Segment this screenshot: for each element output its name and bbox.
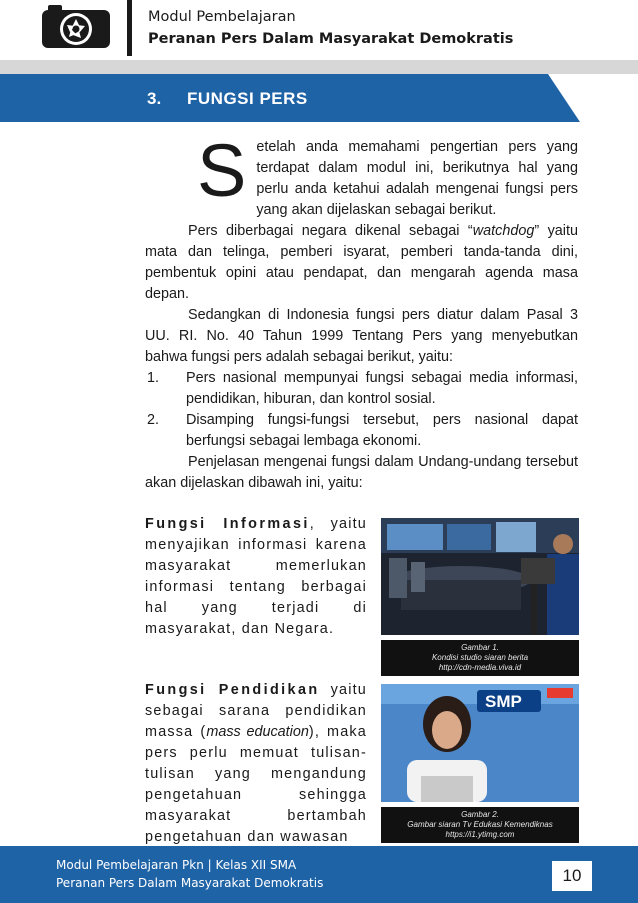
header-gray-band — [0, 60, 638, 74]
fungsi-pendidikan-text-b: ), maka pers perlu memuat tulisan-tulisan yang mengandung pengetahuan sehingga masyarakat bertambah pengetahuan dan wawasan — [145, 724, 367, 845]
fungsi-pendidikan-block — [145, 680, 367, 848]
fungsi-informasi-text: , yaitu menyajikan informasi karena masyarakat memerlukan informasi tentang berbagai hal yang terjadi di masyarakat, dan Negara. — [145, 516, 367, 637]
list-number: 1. — [147, 370, 160, 386]
figure-1-source: http://cdn-media.viva.id — [438, 663, 522, 672]
mass-education-term: mass education — [206, 724, 309, 740]
list-item — [145, 410, 578, 452]
watchdog-term: watchdog — [472, 223, 535, 239]
footer-course: Modul Pembelajaran Pkn | Kelas XII SMA — [56, 858, 297, 872]
figure-2-title: Gambar 2. — [461, 810, 499, 819]
fungsi-informasi-term: Fungsi Informasi — [145, 516, 310, 532]
list-item — [145, 368, 578, 410]
body-text — [145, 129, 578, 494]
intro-paragraph — [145, 129, 578, 221]
figure-2 — [381, 684, 579, 843]
figure-2-source: https://i1.ytimg.com — [445, 830, 515, 839]
header-module-title: Modul Pembelajaran — [148, 9, 296, 25]
figure-2-desc: Gambar siaran Tv Edukasi Kemendiknas — [407, 820, 553, 829]
law-paragraph: Sedangkan di Indonesia fungsi pers diatur dalam Pasal 3 UU. RI. No. 40 Tahun 1999 Tentang Pers yang menyebutkan bahwa fungsi pers adalah sebagai berikut, yaitu: — [145, 307, 578, 365]
section-title: FUNGSI PERS — [187, 89, 308, 108]
list-text: Disamping fungsi-fungsi tersebut, pers nasional dapat berfungsi sebagai lembaga ekonomi. — [186, 412, 578, 449]
footer-module-title: Peranan Pers Dalam Masyarakat Demokratis — [56, 876, 324, 890]
list-number: 2. — [147, 412, 160, 428]
header-module-subtitle: Peranan Pers Dalam Masyarakat Demokratis — [148, 31, 514, 47]
tv-edukasi-photo — [381, 684, 579, 802]
header-divider — [127, 0, 132, 56]
fungsi-pendidikan-text-a: yaitu sebagai sarana pendidikan massa ( — [145, 682, 367, 740]
figure-2-caption — [381, 807, 579, 843]
explanation-paragraph: Penjelasan mengenai fungsi dalam Undang-undang tersebut akan dijelaskan dibawah ini, yaitu: — [145, 454, 578, 491]
screen-label-smp: SMP — [485, 692, 522, 711]
figure-1 — [381, 518, 579, 676]
list-text: Pers nasional mempunyai fungsi sebagai media informasi, pendidikan, hiburan, dan kontrol sosial. — [186, 370, 578, 407]
drop-cap: S — [197, 129, 247, 212]
figure-1-title: Gambar 1. — [461, 643, 499, 652]
section-number: 3. — [147, 89, 162, 108]
figure-1-desc: Kondisi studio siaran berita — [431, 653, 529, 662]
camera-logo-icon — [40, 2, 112, 50]
news-studio-photo — [381, 518, 579, 635]
fungsi-informasi-block — [145, 514, 367, 640]
fungsi-pendidikan-term: Fungsi Pendidikan — [145, 682, 320, 698]
watchdog-text-a: Pers diberbagai negara dikenal sebagai “ — [188, 223, 473, 239]
watchdog-paragraph — [145, 221, 578, 305]
figure-1-caption — [381, 640, 579, 676]
footer-band — [0, 846, 638, 903]
page-number: 10 — [552, 861, 592, 891]
watchdog-text-b: ” yaitu mata dan telinga, pemberi isyarat, pemberi tanda-tanda dini, pembentuk opini atau pendapat, dan mengarah agenda masa depan. — [145, 223, 578, 302]
intro-text: etelah anda memahami pengertian pers yang terdapat dalam modul ini, berikutnya hal yang perlu anda ketahui adalah mengenai fungsi pers yang akan dijelaskan sebagai berikut. — [256, 139, 578, 218]
